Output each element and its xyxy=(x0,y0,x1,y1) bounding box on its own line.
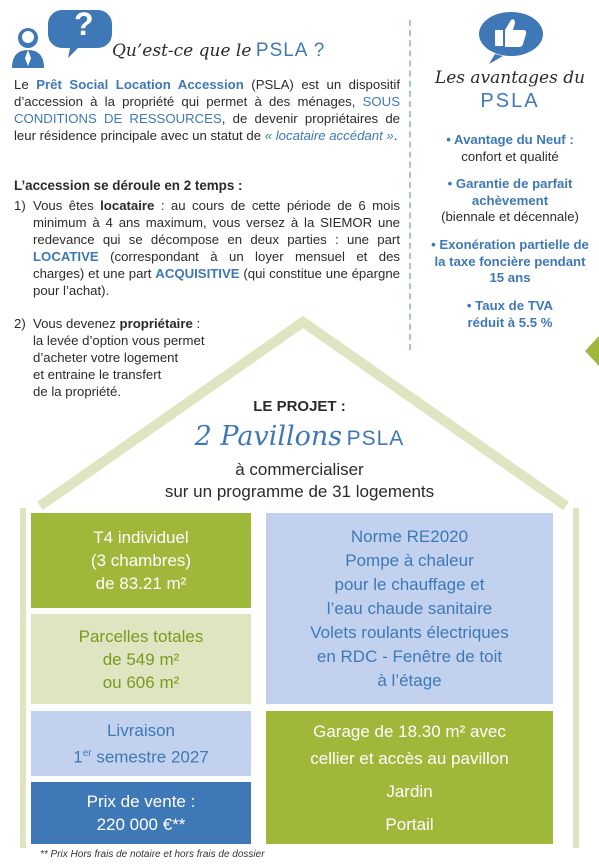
advantage-item: • Garantie de parfait achèvement (biennale et décennale) xyxy=(420,176,599,226)
box-line: Portail xyxy=(385,814,434,834)
box-line: de 549 m² xyxy=(102,649,180,669)
step-bold: propriétaire xyxy=(119,316,193,331)
ordinal-number: 1 xyxy=(73,747,83,767)
step-text: (qui constitue une épargne pour l’achat). xyxy=(33,266,400,298)
box-line: Livraison xyxy=(106,720,176,740)
intro-bold: Prêt Social Location Accession xyxy=(36,77,244,92)
title-script: Qu’est-ce que le xyxy=(112,41,252,61)
advantages-title-script: Les avantages du xyxy=(434,68,586,88)
box-line: en RDC - Fenêtre de toit xyxy=(316,646,503,666)
advantages-title-caps: PSLA xyxy=(480,90,540,112)
advantage-sub: (biennale et décennale) xyxy=(441,209,579,224)
step-text: Vous êtes xyxy=(33,198,101,213)
project-title xyxy=(0,421,599,452)
box-line: Garage de 18.30 m² avec xyxy=(313,721,506,741)
box-prix xyxy=(31,782,251,844)
advantage-head: Avantage du Neuf : xyxy=(454,132,574,147)
box-line: pour le chauffage et xyxy=(334,574,485,594)
box-parcelles xyxy=(31,614,251,704)
step-text: Vous devenez xyxy=(33,316,120,331)
intro-text: (PSLA) est un dispositif d’accession à la propriété qui permet à des ménages, xyxy=(14,77,400,109)
step-text: d’acheter votre logement xyxy=(33,350,179,365)
project-line2: sur un programme de 31 logements xyxy=(164,482,435,501)
step-text: et entraine le transfert xyxy=(33,367,162,382)
footnote: ** Prix Hors frais de notaire et hors frais de dossier xyxy=(40,849,265,860)
ordinal-suffix: er xyxy=(82,747,92,759)
box-line: l’eau chaude sanitaire xyxy=(326,598,493,618)
step-text: de la propriété. xyxy=(33,384,121,399)
box-line: Prix de vente : xyxy=(86,792,196,811)
project-title-caps: PSLA xyxy=(346,427,405,450)
project-title-script: 2 Pavillons xyxy=(194,421,343,452)
advantage-item: • Taux de TVA réduit à 5.5 % xyxy=(466,298,554,330)
box-line: Parcelles totales xyxy=(78,626,204,646)
step-bold-blue: LOCATIVE xyxy=(33,249,99,264)
step-number: 1) xyxy=(14,198,26,213)
box-line: 220 000 €** xyxy=(96,815,186,834)
box-t4 xyxy=(31,513,251,608)
advantage-sub: confort et qualité xyxy=(461,148,559,164)
intro-text: . xyxy=(393,128,398,143)
box-line xyxy=(73,742,209,769)
box-line: (3 chambres) xyxy=(90,551,192,570)
box-line: Volets roulants électriques xyxy=(310,622,509,642)
box-livraison xyxy=(31,711,251,776)
step-text: : xyxy=(192,316,201,331)
step-bold: locataire xyxy=(100,198,155,213)
advantage-head: Garantie de parfait achèvement xyxy=(455,176,573,208)
step-number: 2) xyxy=(14,316,26,331)
intro-text: Le xyxy=(14,77,37,92)
step-text: (correspondant à un loyer mensuel et des charges) et une part xyxy=(33,249,400,281)
intro-caps: SOUS CONDITIONS DE RESSOURCES xyxy=(14,94,400,126)
ordinal-rest: semestre 2027 xyxy=(91,747,209,767)
title-caps: PSLA ? xyxy=(255,40,326,61)
box-line: de 83.21 m² xyxy=(95,574,187,593)
intro-text: , de devenir propriétaires de leur résidence principale avec un statut de xyxy=(14,111,400,143)
step-text: la levée d’option vous permet xyxy=(33,333,205,348)
advantage-item: • Avantage du Neuf : confort et qualité xyxy=(420,132,599,165)
box-line: Jardin xyxy=(386,781,433,801)
box-line: à l’étage xyxy=(377,670,442,690)
step-text: : au cours de cette période de 6 mois minimum à 4 ans maximum, vous versez à la SIEMOR une redevance qui se décompose en deux parties : une part xyxy=(33,198,400,247)
question-mark: ? xyxy=(74,6,94,42)
project-label: LE PROJET : xyxy=(253,398,346,415)
intro-italic: « locataire accédant » xyxy=(264,128,394,143)
box-line: ou 606 m² xyxy=(102,672,180,692)
project-line1: à commercialiser xyxy=(235,460,364,479)
step-bold-blue: ACQUISITIVE xyxy=(155,266,240,281)
box-norme xyxy=(266,513,553,704)
advantage-head: Exonération partielle de la taxe foncière pendant 15 ans xyxy=(434,237,589,285)
box-garage xyxy=(266,711,553,844)
advantage-head: Taux de TVA réduit à 5.5 % xyxy=(467,298,554,330)
box-line: T4 individuel xyxy=(93,528,189,547)
box-line: Pompe à chaleur xyxy=(345,550,474,570)
box-line: Norme RE2020 xyxy=(350,526,469,546)
box-line: cellier et accès au pavillon xyxy=(310,748,509,768)
steps-title: L’accession se déroule en 2 temps : xyxy=(14,178,243,193)
advantage-item: • Exonération partielle de la taxe foncière pendant 15 ans xyxy=(431,237,589,285)
